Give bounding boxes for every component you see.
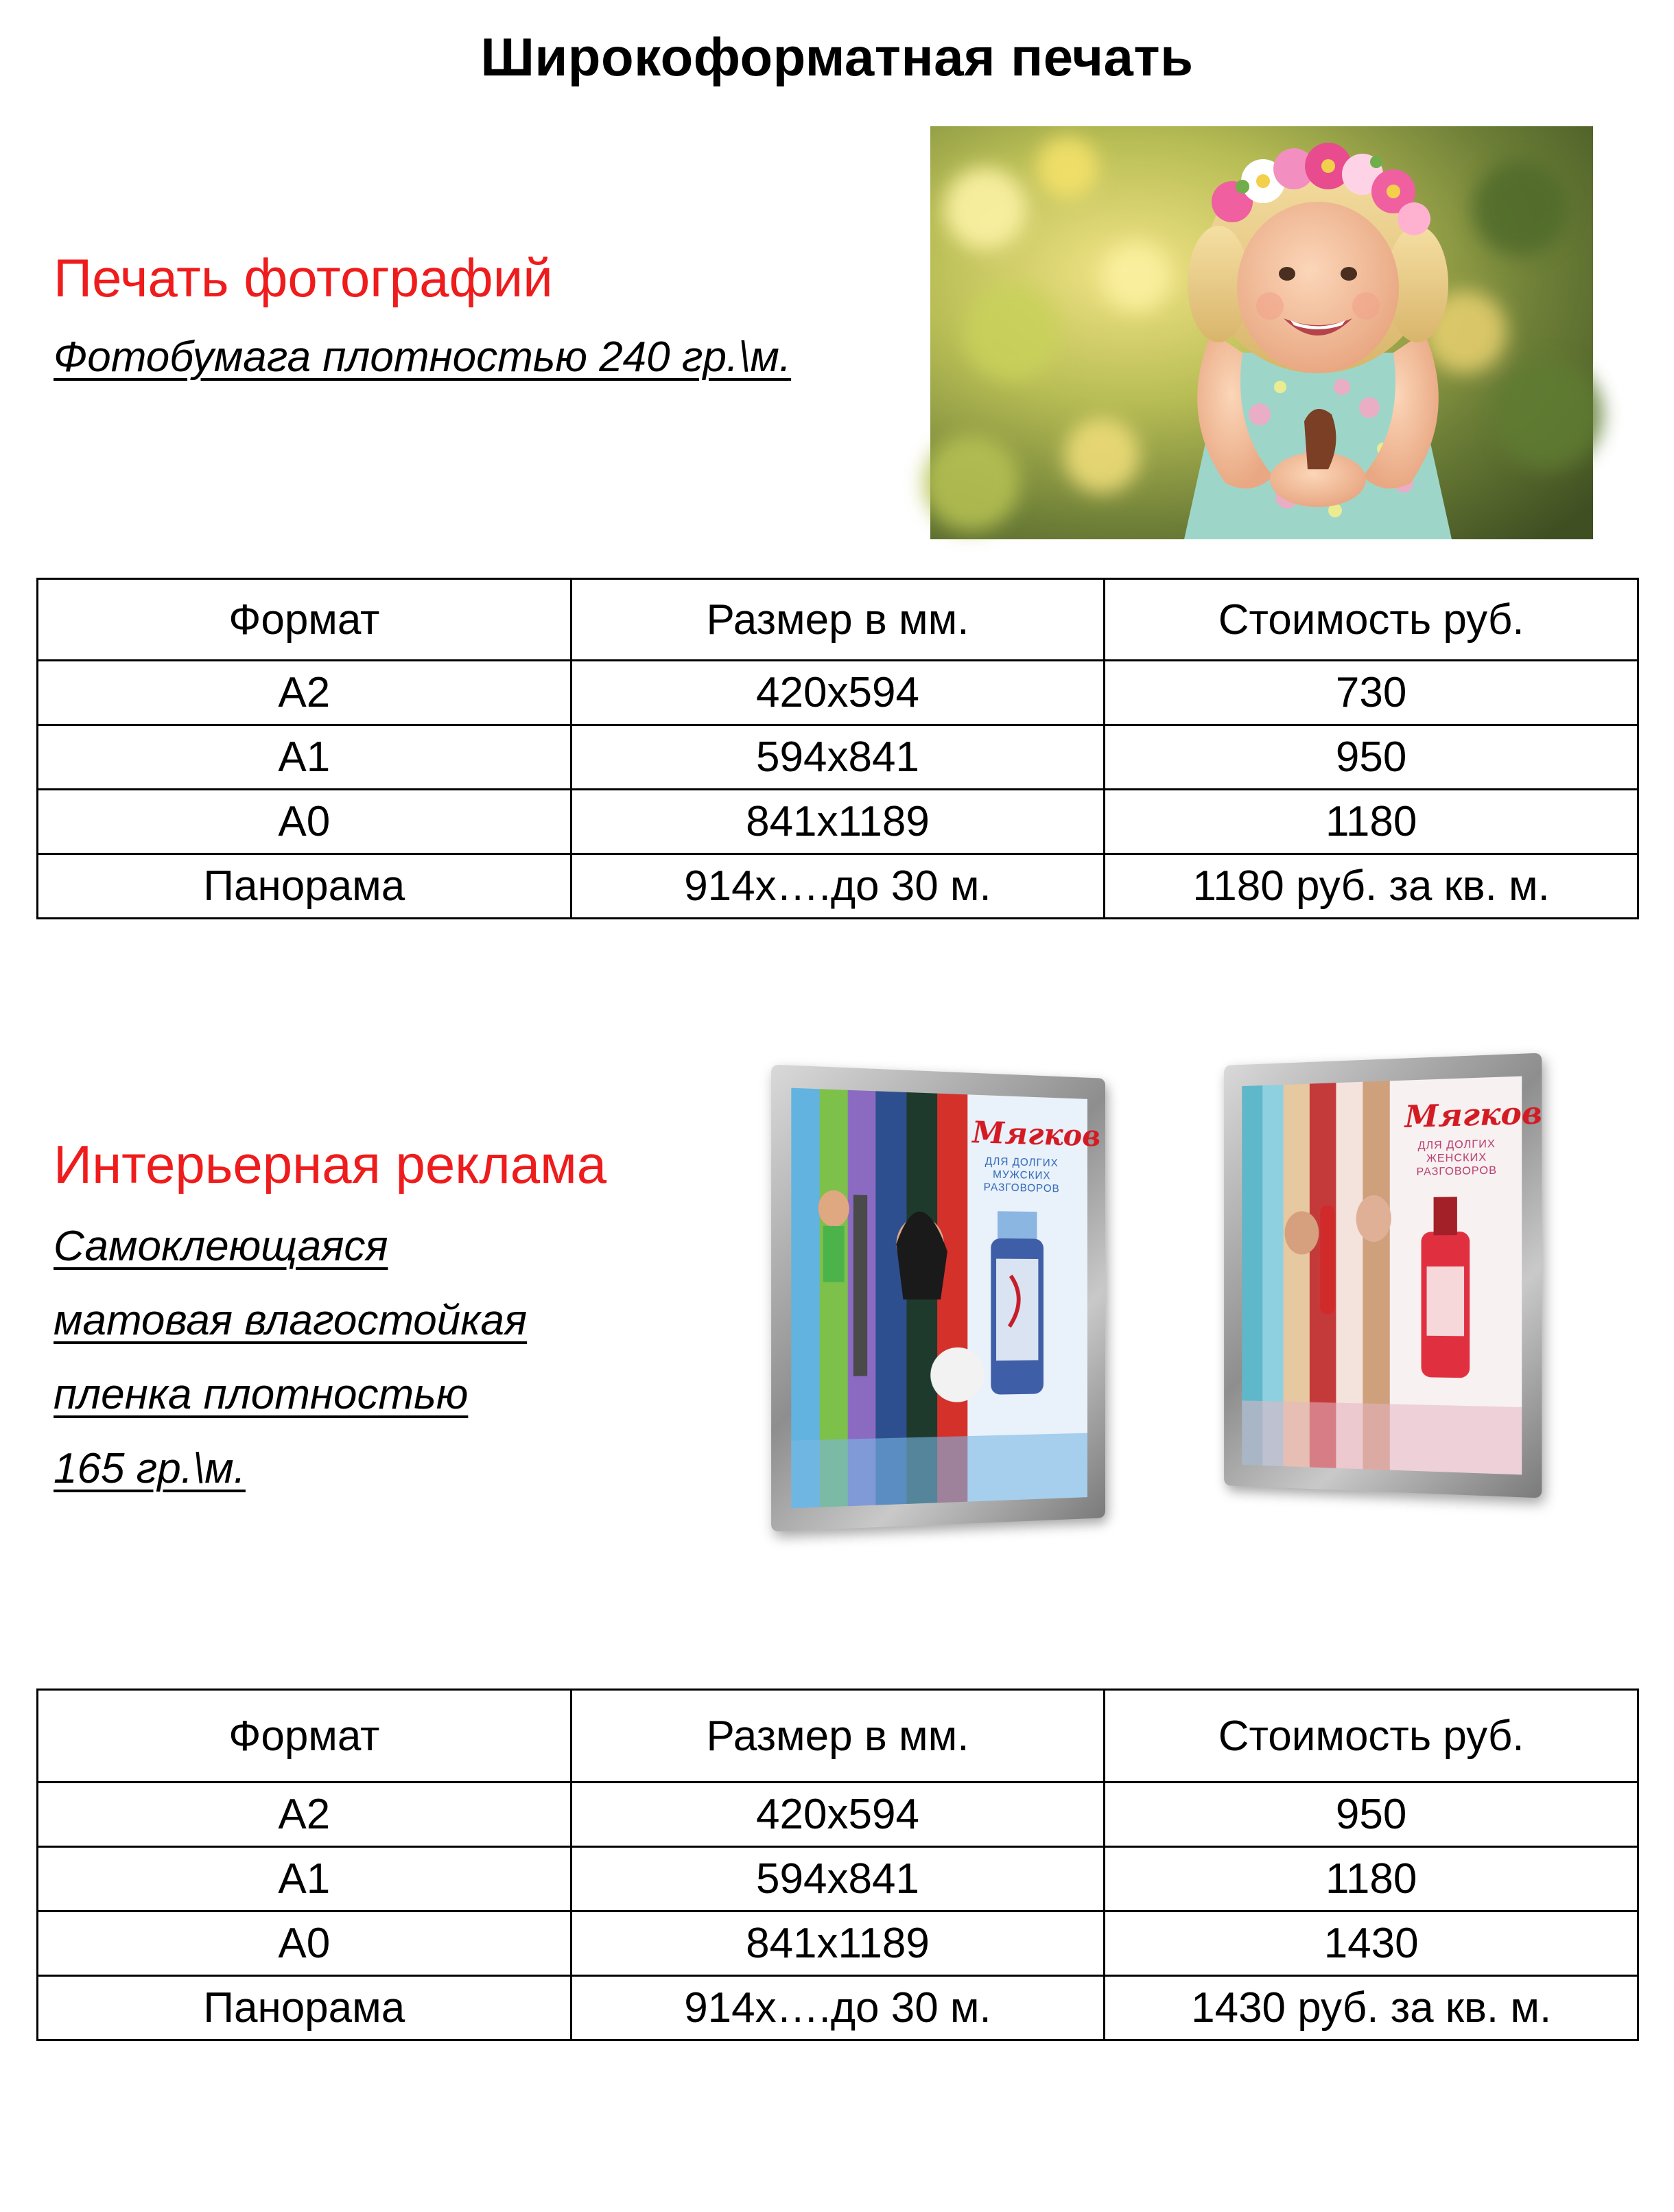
- cell-format: А2: [38, 661, 571, 725]
- tagline-line: МУЖСКИХ: [993, 1168, 1051, 1182]
- header-price: Стоимость руб.: [1105, 579, 1638, 661]
- brand-logo-left: Мягков: [972, 1115, 1101, 1154]
- brand-tagline-right: [1405, 1137, 1509, 1179]
- table-row: [38, 1976, 1638, 2040]
- cell-price: 950: [1105, 1782, 1638, 1847]
- cell-format: А0: [38, 790, 571, 854]
- table-row: [38, 854, 1638, 919]
- cell-format: А0: [38, 1911, 571, 1976]
- table-row: [38, 790, 1638, 854]
- brand-logo-right: Мягков: [1404, 1095, 1542, 1136]
- cell-format: А2: [38, 1782, 571, 1847]
- table-header-row: [38, 1690, 1638, 1782]
- cell-format: А1: [38, 1847, 571, 1911]
- photo-paper-description: Фотобумага плотностью 240 гр.\м.: [54, 333, 792, 381]
- cell-size: 841х1189: [571, 1911, 1105, 1976]
- poster-artwork-right: [1242, 1076, 1542, 1475]
- cell-size: 420х594: [571, 661, 1105, 725]
- cell-price: 1180: [1105, 1847, 1638, 1911]
- cell-format: Панорама: [38, 1976, 571, 2040]
- film-description-line: пленка плотностью: [54, 1371, 469, 1418]
- page-title: Широкоформатная печать: [480, 27, 1194, 87]
- cell-price: 1430: [1105, 1911, 1638, 1976]
- poster-frame-left: [771, 1065, 1105, 1532]
- photo-print-heading: Печать фотографий: [54, 248, 553, 308]
- tagline-line: РАЗГОВОРОВ: [1416, 1164, 1498, 1179]
- table-row: [38, 661, 1638, 725]
- table-row: [38, 1847, 1638, 1911]
- cell-price: 730: [1105, 661, 1638, 725]
- cell-size: 594х841: [571, 725, 1105, 790]
- header-format: Формат: [38, 1690, 571, 1782]
- tagline-line: РАЗГОВОРОВ: [983, 1181, 1060, 1195]
- film-description-line: матовая влагостойкая: [54, 1297, 528, 1344]
- cell-format: Панорама: [38, 854, 571, 919]
- poster-frame-right: [1224, 1053, 1542, 1498]
- header-size: Размер в мм.: [571, 579, 1105, 661]
- cell-format: А1: [38, 725, 571, 790]
- header-price: Стоимость руб.: [1105, 1690, 1638, 1782]
- brand-tagline-left: [972, 1155, 1071, 1195]
- header-format: Формат: [38, 579, 571, 661]
- cell-size: 841х1189: [571, 790, 1105, 854]
- interior-ad-heading: Интерьерная реклама: [54, 1134, 607, 1195]
- table-row: [38, 725, 1638, 790]
- cell-size: 914х….до 30 м.: [571, 1976, 1105, 2040]
- cell-price: 1430 руб. за кв. м.: [1105, 1976, 1638, 2040]
- header-size: Размер в мм.: [571, 1690, 1105, 1782]
- tagline-line: ДЛЯ ДОЛГИХ: [1417, 1138, 1496, 1152]
- table-row: [38, 1911, 1638, 1976]
- table-header-row: [38, 579, 1638, 661]
- cell-size: 420х594: [571, 1782, 1105, 1847]
- tagline-line: ЖЕНСКИХ: [1426, 1151, 1487, 1165]
- tagline-line: ДЛЯ ДОЛГИХ: [985, 1155, 1059, 1170]
- child-photo: [930, 126, 1593, 539]
- film-description-line: Самоклеющаяся: [54, 1223, 388, 1270]
- cell-price: 1180: [1105, 790, 1638, 854]
- interior-film-description: [54, 1210, 527, 1506]
- cell-size: 594х841: [571, 1847, 1105, 1911]
- poster-artwork-left: [791, 1088, 1101, 1509]
- cell-price: 950: [1105, 725, 1638, 790]
- table-row: [38, 1782, 1638, 1847]
- cell-price: 1180 руб. за кв. м.: [1105, 854, 1638, 919]
- interior-price-table: [36, 1689, 1639, 2041]
- cell-size: 914х….до 30 м.: [571, 854, 1105, 919]
- film-description-line: 165 гр.\м.: [54, 1445, 246, 1492]
- photo-price-table: [36, 578, 1639, 919]
